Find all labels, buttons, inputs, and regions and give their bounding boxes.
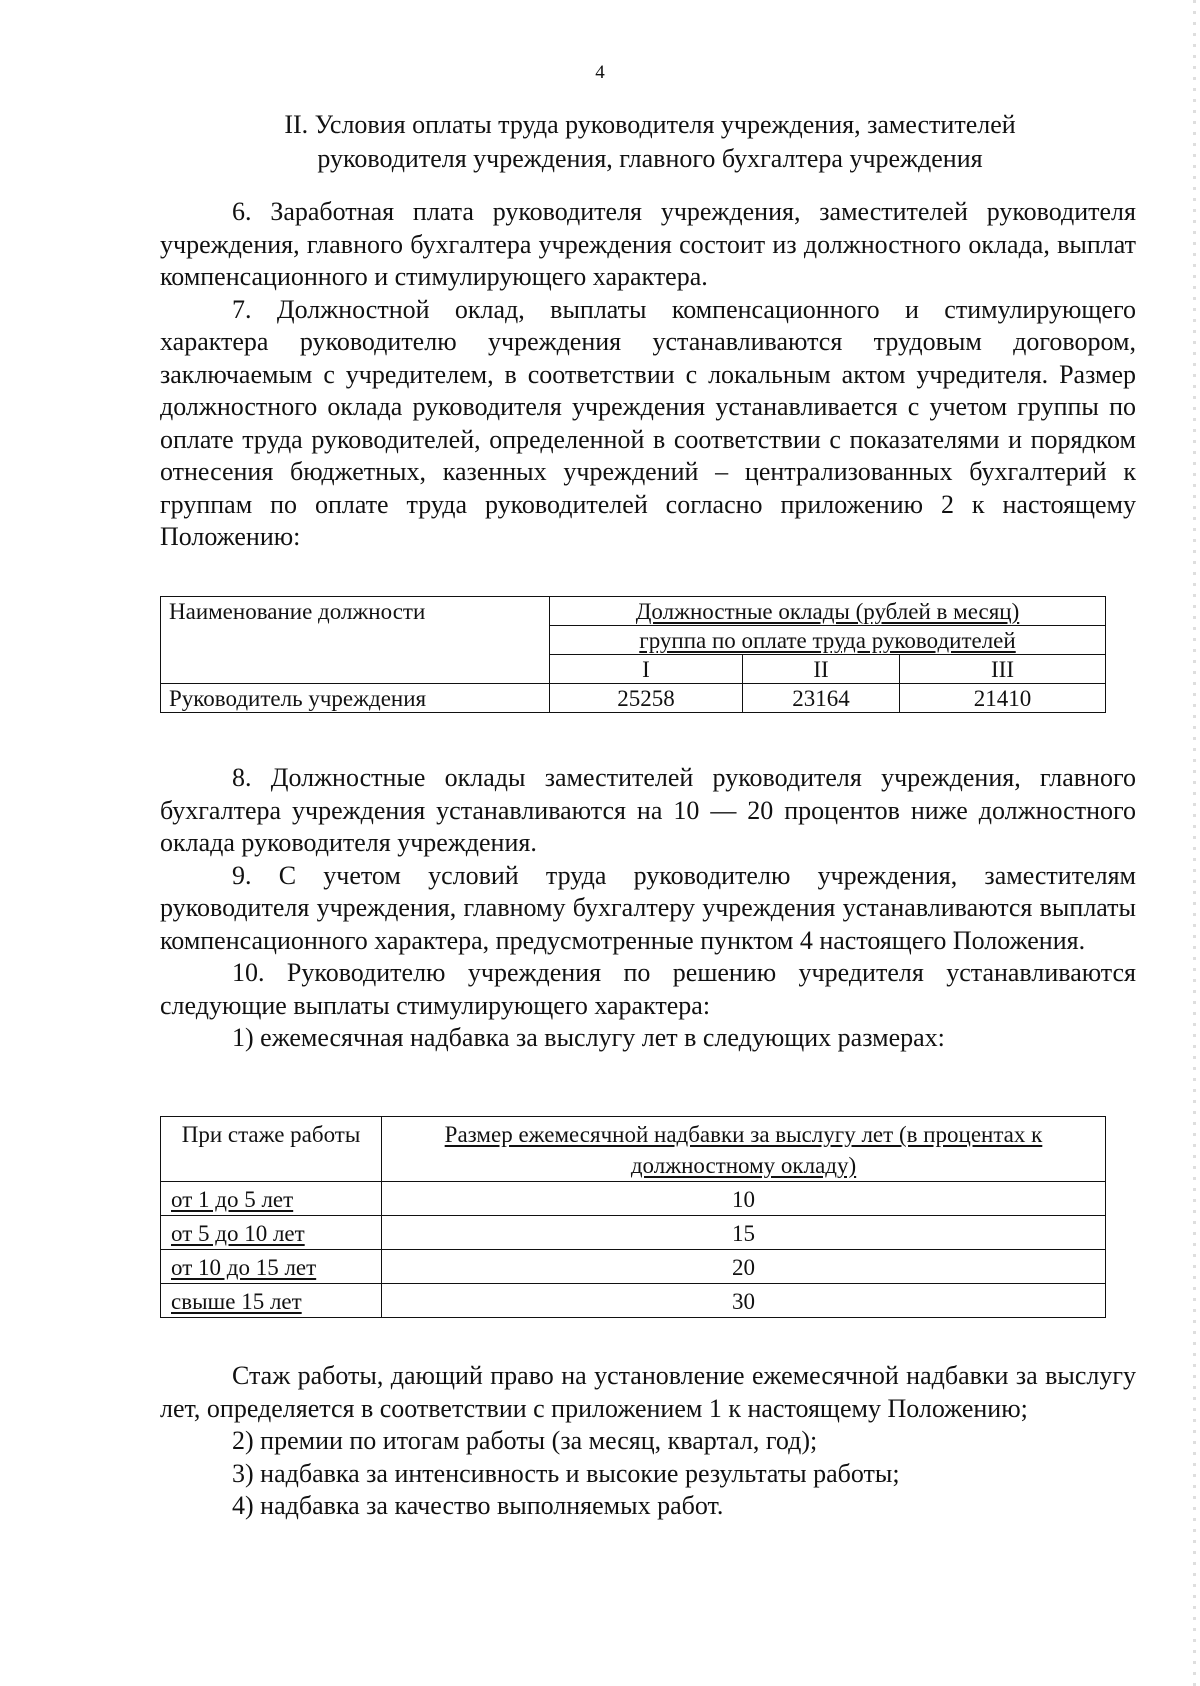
- section-title-line-1: II. Условия оплаты труда руководителя учреждения, заместителей: [284, 110, 1016, 139]
- paragraph-10-1: 1) ежемесячная надбавка за выслугу лет в следующих размерах:: [232, 1023, 945, 1052]
- paragraphs-6-7: [160, 196, 1136, 554]
- section-title: [160, 108, 1140, 176]
- paragraph-10-3: 3) надбавка за интенсивность и высокие результаты работы;: [232, 1458, 900, 1488]
- header-experience: При стаже работы: [161, 1117, 382, 1182]
- scan-edge: [1193, 0, 1196, 1686]
- paragraphs-closing: [160, 1360, 1136, 1523]
- header-bonus: Размер ежемесячной надбавки за выслугу лет (в процентах к должностному окладу): [382, 1117, 1106, 1182]
- salary-group-1: 25258: [550, 684, 743, 713]
- table-row: [161, 1284, 1106, 1318]
- header-group: группа по оплате труда руководителей: [550, 626, 1106, 655]
- page-number: 4: [595, 62, 605, 83]
- paragraph-10-4: 4) надбавка за качество выполняемых работ.: [232, 1491, 724, 1520]
- group-3: III: [900, 655, 1106, 684]
- experience-cell: от 1 до 5 лет: [161, 1182, 382, 1216]
- paragraph-7: 7. Должностной оклад, выплаты компенсационного и стимулирующего характера руководителю учреждения устанавливаются трудовым договором, заключаемым с учредителем, в соответствии с локальным актом учредителя. Размер должностного оклада руководителя учреждения устанавливается с учетом группы по оплате труда руководителей, определенной в соответствии с показателями и порядком отнесения бюджетных, казенных учреждений – централизованных бухгалтерий к группам по оплате труда руководителей согласно приложению 2 к настоящему Положению:: [160, 294, 1136, 551]
- paragraph-stazh: Стаж работы, дающий право на установление ежемесячной надбавки за выслугу лет, определяется в соответствии с приложением 1 к настоящему Положению;: [160, 1361, 1136, 1423]
- bonus-cell: 30: [382, 1284, 1106, 1318]
- salary-group-3: 21410: [900, 684, 1106, 713]
- experience-cell: свыше 15 лет: [161, 1284, 382, 1318]
- table-row: [161, 684, 1106, 713]
- header-salaries: Должностные оклады (рублей в месяц): [550, 597, 1106, 626]
- bonus-cell: 15: [382, 1216, 1106, 1250]
- table-row: [161, 597, 1106, 626]
- group-2: II: [743, 655, 900, 684]
- bonus-cell: 20: [382, 1250, 1106, 1284]
- section-title-line-2: руководителя учреждения, главного бухгалтера учреждения: [317, 144, 983, 173]
- salary-table: [160, 596, 1106, 713]
- experience-cell: от 10 до 15 лет: [161, 1250, 382, 1284]
- salary-group-2: 23164: [743, 684, 900, 713]
- paragraphs-8-10: [160, 762, 1136, 1055]
- header-position: Наименование должности: [161, 597, 550, 684]
- table-row: [161, 1182, 1106, 1216]
- seniority-table: [160, 1116, 1106, 1318]
- paragraph-10-2: 2) премии по итогам работы (за месяц, квартал, год);: [232, 1426, 818, 1455]
- table-row: [161, 1250, 1106, 1284]
- group-1: I: [550, 655, 743, 684]
- experience-cell: от 5 до 10 лет: [161, 1216, 382, 1250]
- row-position: Руководитель учреждения: [161, 684, 550, 713]
- table-row: [161, 1216, 1106, 1250]
- paragraph-6: 6. Заработная плата руководителя учреждения, заместителей руководителя учреждения, главного бухгалтера учреждения состоит из должностного оклада, выплат компенсационного и стимулирующего характера.: [160, 197, 1136, 291]
- bonus-cell: 10: [382, 1182, 1106, 1216]
- paragraph-8: 8. Должностные оклады заместителей руководителя учреждения, главного бухгалтера учреждения устанавливаются на 10 — 20 процентов ниже должностного оклада руководителя учреждения.: [160, 763, 1136, 857]
- paragraph-9: 9. С учетом условий труда руководителю учреждения, заместителям руководителя учреждения, главному бухгалтеру учреждения устанавливаются выплаты компенсационного характера, предусмотренные пунктом 4 настоящего Положения.: [160, 860, 1136, 955]
- paragraph-10: 10. Руководителю учреждения по решению учредителя устанавливаются следующие выплаты стимулирующего характера:: [160, 958, 1136, 1020]
- table-row: [161, 1117, 1106, 1182]
